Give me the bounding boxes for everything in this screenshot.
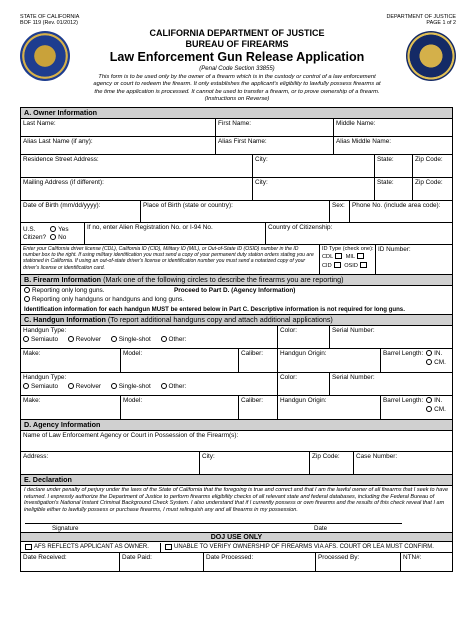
mailing-city-field[interactable]: City:	[253, 178, 375, 200]
mailing-address-field[interactable]: Mailing Address (if different):	[21, 178, 253, 200]
id-number-field[interactable]: ID Number:	[378, 246, 411, 253]
handguns-radio[interactable]	[24, 296, 30, 302]
alias-middle-name-field[interactable]: Alias Middle Name:	[336, 138, 392, 145]
handgun-2-type-field: Handgun Type: Semiauto Revolver Single-shot Other:	[21, 373, 278, 395]
handgun-2-semiauto-radio[interactable]	[23, 383, 29, 389]
form-id: BOF 119 (Rev. 01/2012)	[20, 20, 78, 27]
title-block	[80, 28, 394, 103]
afs-owner-checkbox[interactable]	[25, 544, 32, 550]
phone-field[interactable]: Phone No. (include area code):	[352, 202, 441, 209]
mil-checkbox[interactable]	[357, 253, 364, 259]
handgun-1-other-radio[interactable]	[161, 336, 167, 342]
residence-state-field[interactable]: State:	[375, 155, 413, 177]
handgun-2-single-shot-radio[interactable]	[111, 383, 117, 389]
ntn-field[interactable]: NTN#:	[403, 554, 422, 562]
signature-area[interactable]	[21, 515, 452, 525]
handguns-option: Reporting only handguns or handguns and long guns.	[21, 295, 452, 304]
sex-field[interactable]: Sex:	[330, 201, 350, 222]
first-name-field[interactable]: First Name:	[216, 119, 334, 136]
mailing-state-field[interactable]: State:	[375, 178, 413, 200]
handgun-1-revolver-radio[interactable]	[68, 336, 74, 342]
alias-last-name-field[interactable]: Alias Last Name (if any):	[21, 137, 216, 154]
doj-seal-icon	[20, 31, 70, 81]
unable-verify-checkbox[interactable]	[165, 544, 172, 550]
signature-line	[25, 523, 402, 524]
section-d-header: D. Agency Information	[21, 420, 452, 431]
state-label: STATE OF CALIFORNIA	[20, 14, 80, 20]
intro-text: This form is to be used only by the owner of a firearm which is in the custody or control of a law enforcement agency or court to redeem the firearm. It only establishes the applicant's eligibility to lawfully possess firearms at the time the application is processed. It cannot be used to transfer a firearm, or to prove ownership of a firearm. (Instructions on Reverse)	[93, 74, 381, 102]
residence-city-field[interactable]: City:	[253, 155, 375, 177]
alien-registration-field[interactable]: If no, enter Alien Registration No. or I-94 No.	[85, 223, 266, 244]
bureau-title: BUREAU OF FIREARMS	[185, 38, 289, 49]
citizen-yes-radio[interactable]	[50, 226, 56, 232]
cdl-checkbox[interactable]	[335, 253, 342, 259]
middle-name-field[interactable]: Middle Name:	[336, 120, 376, 127]
us-citizen-field: U.S. Citizen? Yes No	[21, 223, 85, 244]
osid-checkbox[interactable]	[360, 262, 367, 268]
agency-label: DEPARTMENT OF JUSTICE	[386, 14, 456, 20]
section-b-header: B. Firearm Information (Mark one of the following circles to describe the firearms you are reporting)	[21, 275, 452, 286]
long-guns-radio[interactable]	[24, 287, 30, 293]
handgun-1-color-field[interactable]: Color:	[278, 326, 330, 348]
alias-first-name-field[interactable]: Alias First Name:	[216, 137, 334, 154]
handgun-1-semiauto-radio[interactable]	[23, 336, 29, 342]
afs-owner-option: AFS REFLECTS APPLICANT AS OWNER.	[21, 543, 161, 552]
handgun-2-cm-radio[interactable]	[426, 406, 432, 412]
handgun-1-model-field[interactable]: Model:	[121, 349, 239, 372]
section-a-header: A. Owner Information	[21, 108, 452, 119]
unable-verify-option: UNABLE TO VERIFY OWNERSHIP OF FIREARMS VIA AFS. COURT OR LEA MUST CONFIRM.	[161, 543, 452, 552]
handgun-1-single-shot-radio[interactable]	[111, 336, 117, 342]
bureau-badge-icon	[406, 31, 456, 81]
date-received-field[interactable]: Date Received:	[21, 553, 120, 571]
handgun-1-caliber-field[interactable]: Caliber:	[239, 349, 278, 372]
declaration-text: I declare under penalty of perjury under the laws of the State of California that the foregoing is true and correct and that I am the lawful owner of all firearms that I seek to have returned. I expressly authorize the Department of Justice to perform firearms eligibility checks of all relevant state and federal databases, including the Federal Bureau of Investigation's National Instant Criminal Background Check System. I also understand that if I currently possess or own firearms and the results of this check reveal that I am ineligible either to lawfully possess or purchase firearms, I must relinquish any and all firearms in my possession.	[24, 486, 449, 514]
case-number-field[interactable]: Case Number:	[356, 452, 398, 460]
cid-checkbox[interactable]	[334, 262, 341, 268]
last-name-field[interactable]: Last Name:	[21, 119, 216, 136]
handgun-2-revolver-radio[interactable]	[68, 383, 74, 389]
handgun-2-make-field[interactable]: Make:	[21, 396, 121, 419]
handgun-2-origin-field[interactable]: Handgun Origin:	[278, 396, 381, 419]
doj-use-only-header: DOJ USE ONLY	[21, 532, 452, 542]
long-guns-option: Reporting only long guns. Proceed to Part D. (Agency Information)	[21, 286, 452, 295]
handgun-1-origin-field[interactable]: Handgun Origin:	[278, 349, 381, 372]
date-paid-field[interactable]: Date Paid:	[120, 553, 204, 571]
date-processed-field[interactable]: Date Processed:	[204, 553, 316, 571]
citizen-no-radio[interactable]	[50, 234, 56, 240]
handgun-1-make-field[interactable]: Make:	[21, 349, 121, 372]
mailing-zip-field[interactable]: Zip Code:	[415, 179, 443, 186]
header-left	[20, 14, 79, 27]
handgun-1-barrel-field: Barrel Length: IN. CM.	[383, 349, 446, 367]
handgun-1-serial-field[interactable]: Serial Number:	[332, 326, 375, 334]
agency-city-field[interactable]: City:	[200, 452, 310, 474]
department-title: CALIFORNIA DEPARTMENT OF JUSTICE	[149, 28, 325, 38]
handgun-2-in-radio[interactable]	[426, 397, 432, 403]
section-e-header: E. Declaration	[21, 475, 452, 486]
processed-by-field[interactable]: Processed By:	[316, 553, 401, 571]
date-of-birth-field[interactable]: Date of Birth (mm/dd/yyyy):	[21, 201, 141, 222]
handgun-2-other-radio[interactable]	[161, 383, 167, 389]
handgun-2-caliber-field[interactable]: Caliber:	[239, 396, 278, 419]
handgun-2-barrel-field: Barrel Length: IN. CM.	[383, 396, 446, 414]
residence-address-field[interactable]: Residence Street Address:	[21, 155, 253, 177]
handgun-1-type-field: Handgun Type: Semiauto Revolver Single-shot Other:	[21, 326, 278, 348]
penal-code: (Penal Code Section 33855)	[199, 66, 275, 73]
handgun-2-color-field[interactable]: Color:	[278, 373, 330, 395]
application-form	[20, 107, 453, 572]
handgun-2-serial-field[interactable]: Serial Number:	[332, 373, 375, 381]
handgun-1-in-radio[interactable]	[426, 350, 432, 356]
page-number: PAGE 1 of 2	[426, 20, 456, 27]
agency-address-field[interactable]: Address:	[21, 452, 200, 474]
form-title: Law Enforcement Gun Release Application	[109, 49, 365, 64]
place-of-birth-field[interactable]: Place of Birth (state or country):	[141, 201, 330, 222]
residence-zip-field[interactable]: Zip Code:	[415, 156, 443, 163]
agency-name-field[interactable]: Name of Law Enforcement Agency or Court in Possession of the Firearm(s):	[23, 431, 239, 439]
signature-labels: Signature Date	[52, 524, 328, 532]
handgun-1-cm-radio[interactable]	[426, 359, 432, 365]
agency-zip-field[interactable]: Zip Code:	[310, 452, 354, 474]
id-instructions: Enter your California driver license (CDL), California ID (CID), Military ID (MIL), or Out-of-State ID (OSID) number in the ID number box to the right. If using military identification you must send a copy of your permanent duty station orders stating you are stationed in California. If using an out-of-state driver's license or identification number you must send a notarized copy of your driver's license or identification card.	[21, 245, 320, 274]
handgun-2-model-field[interactable]: Model:	[121, 396, 239, 419]
header-right	[387, 14, 457, 27]
id-type-field: ID Type (check one): CDL MIL CID OSID	[320, 245, 376, 274]
country-of-citizenship-field[interactable]: Country of Citizenship:	[268, 224, 333, 231]
identification-note: Identification information for each handgun MUST be entered below in Part C. Descriptive information is not required for long guns.	[21, 305, 452, 315]
section-c-header: C. Handgun Information (To report additional handguns copy and attach additional applications)	[21, 315, 452, 326]
